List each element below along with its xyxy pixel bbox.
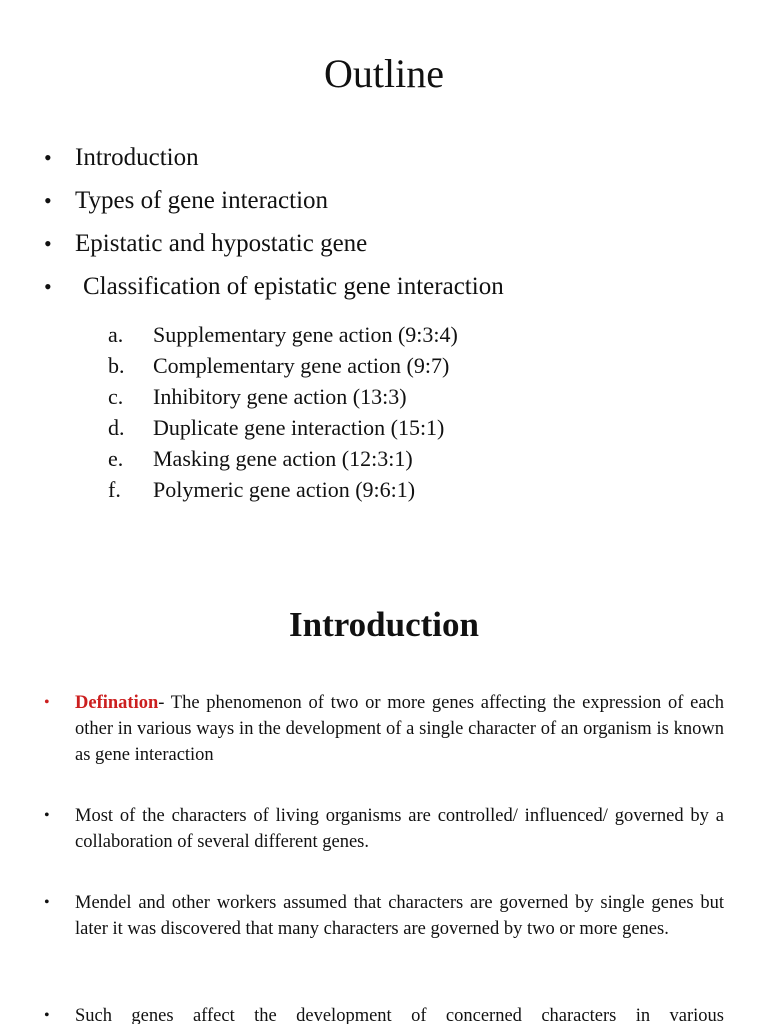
sub-list-text: Inhibitory gene action (13:3) [153, 384, 407, 409]
bullet-icon: • [44, 274, 52, 299]
sub-list-letter: e. [108, 446, 124, 471]
outline-bullet-item [44, 143, 199, 173]
sub-list-letter: f. [108, 477, 121, 502]
sub-list-item [108, 352, 449, 380]
bullet-icon: • [44, 1007, 50, 1024]
definition-term: Defination [75, 693, 159, 713]
sub-list-text: Supplementary gene action (9:3:4) [153, 322, 458, 347]
outline-bullet-item [44, 229, 367, 259]
definition-body: - The phenomenon of two or more genes affecting the expression of each other in various ways in the development of a single character of an organism is known as gene interaction [75, 693, 724, 765]
outline-bullet-text: Introduction [75, 144, 199, 171]
sub-list-letter: d. [108, 415, 125, 440]
bullet-icon: • [44, 145, 52, 170]
outline-bullet-text: Types of gene interaction [75, 187, 329, 214]
outline-bullet-item [44, 186, 328, 216]
definition-paragraph [44, 690, 724, 768]
intro-paragraph-text: Mendel and other workers assumed that characters are governed by single genes but later it was discovered that many characters are governed by two or more genes. [75, 893, 724, 939]
intro-paragraph [44, 803, 724, 855]
bullet-icon: • [44, 188, 52, 213]
sub-list-item [108, 476, 415, 504]
outline-bullet-text: Epistatic and hypostatic gene [75, 230, 368, 257]
bullet-icon: • [44, 894, 50, 911]
sub-list-text: Masking gene action (12:3:1) [153, 446, 413, 471]
sub-list-item [108, 445, 413, 473]
intro-paragraph-text: Most of the characters of living organisms are controlled/ influenced/ governed by a collaboration of several different genes. [75, 806, 724, 852]
sub-list-text: Complementary gene action (9:7) [153, 353, 450, 378]
outline-bullet-item [44, 272, 504, 302]
definition-text-block [75, 690, 724, 768]
sub-list-item [108, 383, 407, 411]
sub-list-letter: a. [108, 322, 124, 347]
intro-paragraph-text: Such genes affect the development of concerned characters in various [75, 1006, 724, 1024]
bullet-icon: • [44, 694, 50, 711]
sub-list-text: Polymeric gene action (9:6:1) [153, 477, 416, 502]
sub-list-item [108, 321, 458, 349]
sub-list-text: Duplicate gene interaction (15:1) [153, 415, 445, 440]
bullet-icon: • [44, 807, 50, 824]
intro-paragraph [44, 1003, 724, 1024]
bullet-icon: • [44, 231, 52, 256]
outline-bullet-text: Classification of epistatic gene interaction [83, 273, 504, 300]
outline-title: Outline [324, 51, 444, 96]
sub-list-letter: b. [108, 353, 125, 378]
sub-list-item [108, 414, 444, 442]
sub-list-letter: c. [108, 384, 124, 409]
introduction-title: Introduction [289, 605, 479, 644]
intro-paragraph [44, 890, 724, 942]
